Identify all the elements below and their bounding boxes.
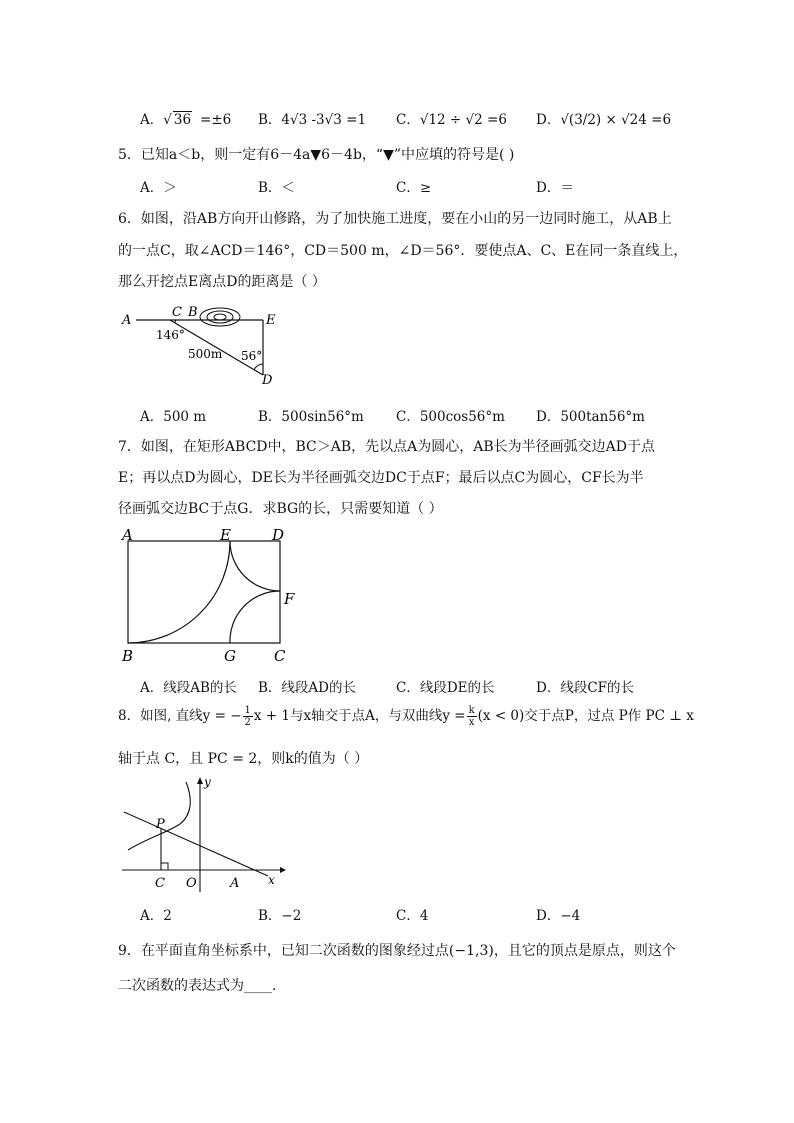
q5-option-a: A．＞ — [140, 180, 177, 196]
q7-stem-line2: E；再以点D为圆心，DE长为半径画弧交边DC于点F；最后以点C为圆心，CF长为半 — [118, 470, 644, 486]
q8-right-angle — [161, 863, 168, 870]
q7-label-a: A — [122, 526, 133, 544]
q8-figure — [118, 772, 288, 894]
q6-option-a: A．500 m — [140, 409, 207, 425]
q8-option-d: D．−4 — [536, 908, 581, 924]
q8-line — [124, 812, 268, 876]
q8-label-x: x — [268, 873, 275, 887]
q6-option-d: D．500tan56°m — [536, 409, 645, 425]
q6-angle-d-arc — [254, 364, 263, 370]
q6-stem-line3: 那么开挖点E离点D的距离是（ ） — [118, 274, 326, 290]
q7-label-d: D — [272, 526, 285, 544]
q9-stem-line1: 9．在平面直角坐标系中，已知二次函数的图象经过点(−1,3)，且它的顶点是原点，则这个 — [118, 943, 676, 959]
q6-stem-line1: 6．如图，沿AB方向开山修路，为了加快施工进度，要在小山的另一边同时施工，从AB上 — [118, 211, 672, 227]
q8-x-arrow — [280, 867, 286, 873]
q8-hyperbola — [128, 782, 190, 850]
q6-hill-middle — [207, 311, 233, 323]
q6-label-500m: 500m — [188, 347, 223, 361]
q8-option-a: A．2 — [140, 908, 172, 924]
q7-arc-be — [128, 541, 230, 643]
q6-label-angle-56: 56° — [241, 349, 263, 363]
q7-label-e: E — [220, 526, 231, 544]
q6-figure — [118, 300, 288, 390]
q6-hill-inner — [214, 314, 226, 320]
q6-label-e: E — [266, 313, 276, 328]
q8-label-o: O — [186, 876, 197, 891]
q7-rectangle — [128, 541, 280, 643]
q7-stem-line3: 径画弧交边BC于点G．求BG的长，只需要知道（ ） — [118, 501, 443, 517]
q7-stem-line1: 7．如图，在矩形ABCD中，BC＞AB，先以点A为圆心，AB长为半径画弧交边AD于点 — [118, 439, 656, 455]
q8-label-c: C — [155, 876, 165, 891]
q6-option-c: C．500cos56°m — [396, 409, 505, 425]
q7-option-b: B．线段AD的长 — [258, 680, 356, 696]
q6-label-a: A — [122, 313, 132, 328]
q7-option-d: D．线段CF的长 — [536, 680, 635, 696]
q4-option-a: A．√ 36 =±6 — [140, 112, 232, 128]
q6-label-d: D — [262, 373, 273, 388]
q6-stem-line2: 的一点C，取∠ACD＝146°，CD＝500 m，∠D＝56°．要使点A、C、E在同一条直线上， — [118, 243, 688, 259]
q8-y-arrow — [197, 777, 203, 784]
q6-label-b: B — [188, 305, 198, 320]
q7-figure — [118, 524, 308, 666]
q5-option-b: B．＜ — [258, 180, 295, 196]
q4-option-b: B．4√3 -3√3 =1 — [258, 112, 367, 128]
q8-stem-line1: 8．如图, 直线y = − $\frac{1}{2}$ x + 1与x轴交于点A，与双曲线y = $\frac{k}{x}$ (x < 0)交于点P，过点 P作 PC ⊥ x — [118, 705, 694, 728]
q9-stem-line2: 二次函数的表达式为____． — [118, 978, 286, 994]
q8-label-p: P — [156, 817, 165, 832]
q8-label-a: A — [230, 876, 240, 891]
q7-option-c: C．线段DE的长 — [396, 680, 495, 696]
q7-arc-fg — [230, 591, 280, 643]
q8-option-c: C．4 — [396, 908, 429, 924]
q4-option-d: D．√(3/2) × √24 =6 — [536, 112, 672, 128]
q7-label-g: G — [224, 647, 236, 665]
q7-label-b: B — [122, 647, 134, 665]
q5-option-d: D．＝ — [536, 180, 574, 196]
q6-option-b: B．500sin56°m — [258, 409, 364, 425]
q8-stem-line2: 轴于点 C，且 PC = 2，则k的值为（ ） — [118, 751, 369, 767]
q8-fraction-k-over-x: $\frac{k}{x}$ — [468, 705, 475, 728]
q8-fraction-half: $\frac{1}{2}$ — [244, 705, 251, 728]
q8-label-y: y — [204, 775, 211, 789]
q5-option-c: C．≥ — [396, 180, 432, 196]
q7-arc-ef — [230, 541, 280, 591]
q7-label-c: C — [274, 647, 286, 665]
q7-option-a: A．线段AB的长 — [140, 680, 237, 696]
q5-stem: 5．已知a＜b，则一定有6－4a▼6－4b，“▼”中应填的符号是( ) — [118, 147, 515, 163]
q8-option-b: B．−2 — [258, 908, 302, 924]
q6-label-c: C — [172, 305, 182, 320]
q6-label-angle-146: 146° — [156, 328, 185, 342]
q4-option-c: C．√12 ÷ √2 =6 — [396, 112, 507, 128]
q7-label-f: F — [284, 590, 295, 608]
